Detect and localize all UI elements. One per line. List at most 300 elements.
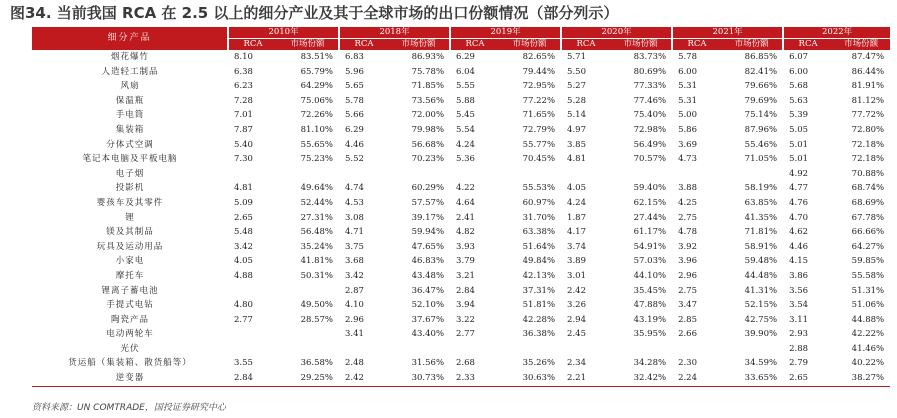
rca-table: [32, 27, 890, 387]
rca-value: [672, 342, 721, 357]
share-value: 29.25%: [277, 371, 339, 386]
rca-value: 3.88: [678, 183, 697, 194]
rca-value: 5.45: [456, 110, 475, 121]
share-value: 44.10%: [633, 270, 667, 281]
share-value: 55.53%: [522, 183, 556, 194]
share-value: [277, 342, 339, 357]
share-value: 57.57%: [411, 197, 445, 208]
share-value: 39.17%: [411, 212, 445, 223]
rca-value: 3.69: [678, 139, 697, 150]
rca-value: 3.08: [345, 212, 364, 223]
rca-value: 3.89: [567, 256, 586, 267]
rca-value: [450, 342, 499, 357]
rca-value: 5.88: [456, 95, 475, 106]
rca-value: 1.87: [567, 212, 586, 223]
share-value: 58.91%: [744, 241, 778, 252]
rca-value: 2.45: [567, 329, 586, 340]
rca-value: 2.30: [678, 358, 697, 369]
rca-value: 3.01: [567, 270, 586, 281]
table-row: [32, 342, 890, 357]
rca-value: 4.05: [567, 183, 586, 194]
share-value: 70.88%: [851, 168, 885, 179]
share-value: 51.81%: [522, 300, 556, 311]
share-value: 71.05%: [744, 154, 778, 165]
share-value: 36.38%: [522, 329, 556, 340]
rca-value: 6.07: [789, 52, 809, 62]
share-value: 79.66%: [744, 81, 778, 92]
rca-value: 3.42: [345, 270, 364, 281]
product-name: 婴孩车及其零件: [96, 197, 164, 208]
share-value: 59.85%: [851, 256, 885, 267]
rca-value: 5.52: [345, 154, 364, 165]
share-value: 51.06%: [851, 300, 885, 311]
share-value: 31.70%: [522, 212, 556, 223]
share-value: 60.29%: [411, 183, 445, 194]
table-row: [32, 327, 890, 342]
rca-value: 3.94: [456, 300, 475, 311]
share-value: [388, 167, 450, 182]
share-value: 32.42%: [610, 371, 672, 386]
rca-value: 4.88: [234, 270, 253, 281]
rca-value: 3.22: [456, 314, 475, 325]
rca-value: 5.78: [678, 52, 697, 62]
share-value: 81.91%: [851, 81, 885, 92]
product-name: 锂离子蓄电池: [101, 285, 159, 296]
rca-value: 4.74: [345, 183, 364, 194]
share-value: 64.27%: [851, 241, 885, 252]
rca-value: 2.75: [678, 212, 697, 223]
share-value: 43.40%: [411, 329, 445, 340]
share-value: [388, 342, 450, 357]
product-name: 投影机: [115, 183, 145, 194]
rca-value: 6.00: [789, 66, 809, 77]
share-value: 81.10%: [300, 124, 334, 135]
share-value: 71.85%: [411, 81, 445, 92]
share-value: 56.49%: [633, 139, 667, 150]
rca-value: 6.04: [456, 66, 475, 77]
share-value: 81.12%: [851, 95, 885, 106]
rca-value: 2.88: [789, 343, 809, 354]
rca-value: 5.86: [678, 124, 697, 135]
header-market-share: 市场份额: [721, 39, 783, 51]
header-market-share: 市场份额: [832, 39, 890, 51]
product-name: 货运船（集装箱、散货船等）: [68, 358, 192, 369]
share-value: 39.90%: [744, 329, 778, 340]
share-value: 42.75%: [744, 314, 778, 325]
share-value: 72.00%: [411, 110, 445, 121]
share-value: 43.19%: [633, 314, 667, 325]
share-value: 77.72%: [851, 110, 885, 121]
share-value: 31.56%: [411, 358, 445, 369]
share-value: 79.44%: [522, 66, 556, 77]
rca-value: [339, 342, 388, 357]
share-value: 86.44%: [851, 66, 885, 77]
rca-value: 4.71: [345, 227, 364, 238]
rca-value: [339, 167, 388, 182]
rca-value: 5.65: [345, 81, 364, 92]
rca-value: 5.66: [345, 110, 364, 121]
rca-value: 5.01: [789, 139, 809, 150]
share-value: 58.19%: [744, 183, 778, 194]
share-value: 77.22%: [522, 95, 556, 106]
header-rca: RCA: [228, 39, 277, 51]
share-value: 87.96%: [744, 124, 778, 135]
share-value: 65.79%: [300, 66, 334, 77]
rca-value: 2.77: [456, 329, 475, 340]
rca-value: 6.29: [456, 52, 475, 62]
share-value: 66.66%: [851, 227, 885, 238]
share-value: 47.65%: [411, 241, 445, 252]
share-value: 41.35%: [744, 212, 778, 223]
table-row: [32, 152, 890, 167]
share-value: 73.56%: [411, 95, 445, 106]
rca-value: 2.93: [789, 329, 809, 340]
rca-value: 4.24: [567, 197, 586, 208]
header-year: 2020年: [561, 27, 672, 39]
rca-value: 3.86: [789, 270, 809, 281]
rca-value: 2.75: [678, 285, 697, 296]
rca-value: 4.81: [567, 154, 586, 165]
share-value: 70.57%: [633, 154, 667, 165]
rca-value: 5.68: [789, 81, 809, 92]
header-market-share: 市场份额: [610, 39, 672, 51]
share-value: 75.23%: [300, 154, 334, 165]
rca-value: 2.77: [234, 314, 253, 325]
rca-value: 2.42: [567, 285, 586, 296]
rca-value: 7.01: [234, 110, 253, 121]
share-value: 72.80%: [851, 124, 885, 135]
header-market-share: 市场份额: [499, 39, 561, 51]
share-value: 55.65%: [300, 139, 334, 150]
rca-value: 3.74: [567, 241, 586, 252]
rca-value: 6.83: [345, 52, 364, 62]
share-value: 59.94%: [411, 227, 445, 238]
rca-value: 8.10: [234, 52, 253, 62]
share-value: 71.81%: [744, 227, 778, 238]
rca-value: 4.22: [456, 183, 475, 194]
share-value: 40.22%: [851, 358, 885, 369]
share-value: 70.23%: [411, 154, 445, 165]
rca-value: 6.29: [345, 124, 364, 135]
share-value: 70.45%: [522, 154, 556, 165]
share-value: 72.26%: [300, 110, 334, 121]
rca-value: 5.71: [567, 52, 586, 62]
rca-value: 5.31: [678, 81, 697, 92]
share-value: 62.15%: [633, 197, 667, 208]
share-value: 49.50%: [300, 300, 334, 311]
figure-title: 图34. 当前我国 RCA 在 2.5 以上的细分产业及其于全球市场的出口份额情况（部分列示）: [10, 4, 619, 22]
rca-value: 4.10: [345, 300, 364, 311]
share-value: 79.69%: [744, 95, 778, 106]
rca-value: 5.48: [234, 227, 253, 238]
rca-value: 3.56: [789, 285, 809, 296]
rca-value: 2.96: [678, 270, 697, 281]
share-value: 54.91%: [633, 241, 667, 252]
share-value: 61.17%: [633, 227, 667, 238]
share-value: 86.93%: [411, 52, 445, 62]
share-value: [610, 342, 672, 357]
product-name: 集装箱: [115, 124, 145, 135]
rca-value: [228, 342, 277, 357]
rca-value: 5.96: [345, 66, 364, 77]
rca-value: 4.70: [789, 212, 809, 223]
share-value: 80.69%: [633, 66, 667, 77]
share-value: 77.33%: [633, 81, 667, 92]
rca-value: 3.85: [567, 139, 586, 150]
rca-value: 2.94: [567, 314, 586, 325]
share-value: 83.51%: [300, 52, 334, 62]
header-market-share: 市场份额: [388, 39, 450, 51]
share-value: 46.83%: [411, 256, 445, 267]
share-value: [721, 342, 783, 357]
table-row: [32, 123, 890, 138]
share-value: 27.44%: [633, 212, 667, 223]
header-rca: RCA: [450, 39, 499, 51]
share-value: 35.95%: [633, 329, 667, 340]
rca-value: 4.82: [456, 227, 475, 238]
table-row: [32, 181, 890, 196]
rca-value: 2.41: [456, 212, 475, 223]
share-value: 67.78%: [851, 212, 885, 223]
rca-value: 5.63: [789, 95, 809, 106]
share-value: 44.48%: [744, 270, 778, 281]
rca-value: 3.96: [678, 256, 697, 267]
share-value: 59.48%: [744, 256, 778, 267]
rca-value: 3.47: [678, 300, 697, 311]
rca-value: 2.24: [672, 371, 721, 386]
share-value: 59.40%: [633, 183, 667, 194]
share-value: 71.65%: [522, 110, 556, 121]
product-name: 手提式电钻: [106, 300, 154, 311]
rca-value: 3.42: [234, 241, 253, 252]
rca-value: 6.23: [234, 81, 253, 92]
share-value: 44.88%: [851, 314, 885, 325]
rca-value: [672, 167, 721, 182]
share-value: 72.79%: [522, 124, 556, 135]
share-value: 75.06%: [300, 95, 334, 106]
rca-value: 2.96: [345, 314, 364, 325]
rca-value: 2.48: [345, 358, 364, 369]
share-value: [499, 167, 561, 182]
rca-value: 6.00: [678, 66, 697, 77]
share-value: 79.98%: [411, 124, 445, 135]
rca-value: 2.87: [345, 285, 364, 296]
rca-value: 4.24: [456, 139, 475, 150]
rca-value: 2.84: [228, 371, 277, 386]
share-value: 64.29%: [300, 81, 334, 92]
rca-value: 5.01: [789, 154, 809, 165]
rca-value: 4.92: [789, 168, 809, 179]
share-value: 49.84%: [522, 256, 556, 267]
rca-value: 2.68: [456, 358, 475, 369]
header-market-share: 市场份额: [277, 39, 339, 51]
rca-value: 3.54: [789, 300, 809, 311]
rca-value: 4.76: [789, 197, 809, 208]
table-row: [32, 356, 890, 371]
share-value: 43.48%: [411, 270, 445, 281]
header-year: 2018年: [339, 27, 450, 39]
rca-value: 4.46: [789, 241, 809, 252]
product-name: 逆变器: [32, 371, 228, 386]
product-name: 烟花爆竹: [110, 52, 149, 62]
rca-value: 2.84: [456, 285, 475, 296]
share-value: 72.95%: [522, 81, 556, 92]
rca-value: 4.62: [789, 227, 809, 238]
share-value: 51.64%: [522, 241, 556, 252]
table-row: [32, 138, 890, 153]
rca-value: 5.09: [234, 197, 253, 208]
table-row: [32, 313, 890, 328]
table-row: [32, 240, 890, 255]
rca-value: 4.53: [345, 197, 364, 208]
rca-value: 5.05: [789, 124, 809, 135]
table-row: [32, 284, 890, 299]
source-note: 资料来源：UN COMTRADE，国投证券研究中心: [32, 403, 226, 413]
table-row: [32, 211, 890, 226]
share-value: 87.47%: [851, 52, 885, 62]
share-value: 41.81%: [300, 256, 334, 267]
rca-value: 3.75: [345, 241, 364, 252]
product-name: 电子烟: [115, 168, 145, 179]
share-value: 38.27%: [832, 371, 890, 386]
table-row: [32, 94, 890, 109]
share-value: 51.31%: [851, 285, 885, 296]
rca-value: 5.50: [567, 66, 586, 77]
table-row: [32, 108, 890, 123]
product-name: 保温瓶: [115, 95, 145, 106]
share-value: 34.28%: [633, 358, 667, 369]
share-value: [499, 342, 561, 357]
rca-value: 5.40: [234, 139, 253, 150]
share-value: 35.45%: [633, 285, 667, 296]
product-name: 锂: [125, 212, 135, 223]
rca-value: [228, 327, 277, 342]
table-row: [32, 196, 890, 211]
rca-value: 4.77: [789, 183, 809, 194]
product-name: 陶瓷产品: [110, 314, 149, 325]
rca-value: 4.15: [789, 256, 809, 267]
rca-value: 4.80: [234, 300, 253, 311]
rca-value: 2.79: [789, 358, 809, 369]
share-value: 75.78%: [411, 66, 445, 77]
rca-value: 5.00: [678, 110, 697, 121]
rca-value: 3.26: [567, 300, 586, 311]
share-value: 52.15%: [744, 300, 778, 311]
share-value: 72.98%: [633, 124, 667, 135]
product-name: 小家电: [115, 256, 145, 267]
rca-value: 3.11: [789, 314, 809, 325]
share-value: 30.73%: [388, 371, 450, 386]
share-value: 56.68%: [411, 139, 445, 150]
share-value: 33.65%: [721, 371, 783, 386]
rca-value: 5.27: [567, 81, 586, 92]
rca-value: 4.64: [456, 197, 475, 208]
product-name: 风扇: [120, 81, 140, 92]
table-row: [32, 50, 890, 65]
share-value: [277, 284, 339, 299]
share-value: 55.46%: [744, 139, 778, 150]
rca-value: 2.85: [678, 314, 697, 325]
product-name: 玩具及运动用品: [96, 241, 164, 252]
share-value: 55.58%: [851, 270, 885, 281]
share-value: 35.26%: [522, 358, 556, 369]
rca-value: 2.33: [450, 371, 499, 386]
share-value: 82.65%: [522, 52, 556, 62]
rca-value: [561, 342, 610, 357]
share-value: 83.73%: [633, 52, 667, 62]
share-value: 34.59%: [744, 358, 778, 369]
rca-value: 5.55: [456, 81, 475, 92]
rca-value: 4.25: [678, 197, 697, 208]
table-row: [32, 79, 890, 94]
rca-value: 7.87: [234, 124, 253, 135]
share-value: [610, 167, 672, 182]
share-value: 72.18%: [851, 154, 885, 165]
rca-value: 2.66: [678, 329, 697, 340]
header-rca: RCA: [783, 39, 832, 51]
rca-value: 5.39: [789, 110, 809, 121]
rca-value: 3.21: [456, 270, 475, 281]
share-value: 47.88%: [633, 300, 667, 311]
share-value: 42.22%: [851, 329, 885, 340]
table-row: [32, 65, 890, 80]
share-value: [277, 167, 339, 182]
share-value: 30.63%: [499, 371, 561, 386]
header-year-row: [32, 27, 890, 39]
header-year: 2019年: [450, 27, 561, 39]
rca-value: [561, 167, 610, 182]
rca-value: 2.65: [234, 212, 253, 223]
rca-value: 4.78: [678, 227, 697, 238]
product-name: 光伏: [120, 343, 140, 354]
rca-value: 4.81: [234, 183, 253, 194]
rca-value: 3.68: [345, 256, 364, 267]
share-value: 77.46%: [633, 95, 667, 106]
rca-value: 5.78: [345, 95, 364, 106]
rca-value: 5.28: [567, 95, 586, 106]
header-product: 细分产品: [32, 27, 228, 50]
share-value: [721, 167, 783, 182]
header-rca: RCA: [339, 39, 388, 51]
share-value: 52.44%: [300, 197, 334, 208]
table-row: [32, 371, 890, 386]
share-value: 75.14%: [744, 110, 778, 121]
rca-value: [450, 167, 499, 182]
header-rca: RCA: [561, 39, 610, 51]
table-body: [32, 50, 890, 386]
rca-value: 5.14: [567, 110, 586, 121]
share-value: 27.31%: [300, 212, 334, 223]
share-value: 35.24%: [300, 241, 334, 252]
header-year: 2022年: [783, 27, 890, 39]
table-row: [32, 298, 890, 313]
share-value: 57.03%: [633, 256, 667, 267]
share-value: 52.10%: [411, 300, 445, 311]
rca-value: 4.05: [234, 256, 253, 267]
product-name: 笔记本电脑及平板电脑: [82, 154, 178, 165]
product-name: 电动两轮车: [106, 329, 154, 340]
rca-value: 2.34: [567, 358, 586, 369]
share-value: 37.31%: [522, 285, 556, 296]
share-value: 50.31%: [300, 270, 334, 281]
share-value: 68.69%: [851, 197, 885, 208]
rca-value: 2.42: [339, 371, 388, 386]
share-value: 82.41%: [744, 66, 778, 77]
table-row: [32, 269, 890, 284]
share-value: 55.77%: [522, 139, 556, 150]
share-value: 63.38%: [522, 227, 556, 238]
rca-value: 2.65: [783, 371, 832, 386]
